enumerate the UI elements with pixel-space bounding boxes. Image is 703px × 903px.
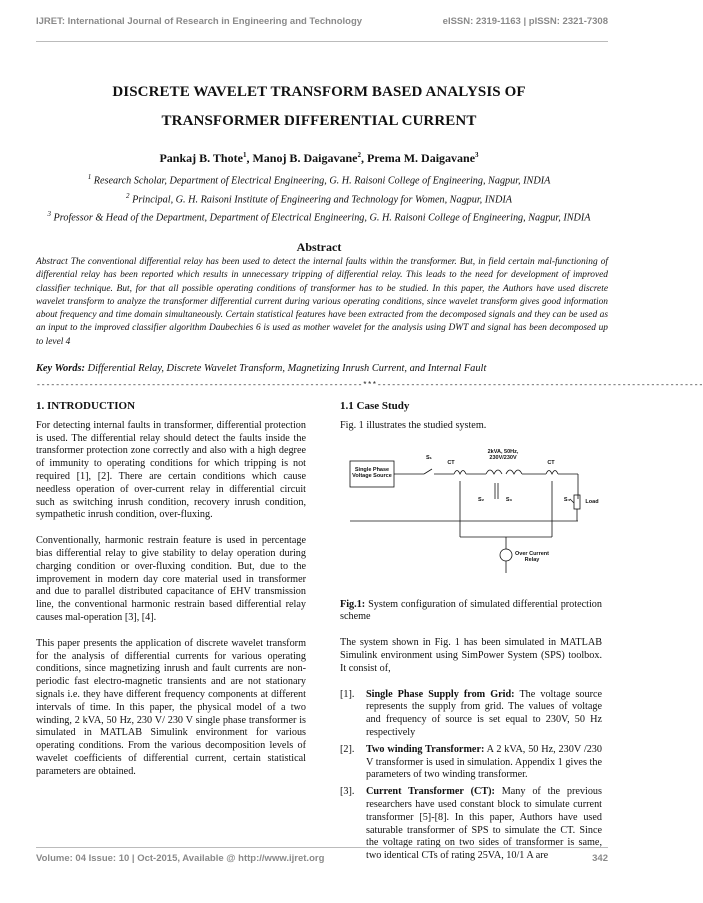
- list-number: [2].: [340, 743, 355, 755]
- page-number: 342: [592, 853, 608, 864]
- ct-right-coil: [546, 470, 558, 474]
- label-transformer-rating: 2kVA, 50Hz, 230V/230V: [487, 448, 519, 462]
- author-1: Pankaj B. Thote: [159, 151, 243, 165]
- figure-1-caption: [340, 599, 602, 625]
- keywords-label: Key Words:: [36, 363, 85, 374]
- label-ct-left: CT: [447, 459, 455, 466]
- xfmr-secondary: [506, 470, 522, 474]
- section-heading-introduction: 1. INTRODUCTION: [36, 400, 136, 412]
- label-load: Load: [585, 498, 599, 505]
- label-s3: S₃: [505, 496, 513, 503]
- author-list: Pankaj B. Thote$^1$, Manoj B. Daigavane$^2$, Prema M. Daigavane$^3$: [159, 151, 479, 165]
- relay-circle: [500, 549, 512, 561]
- affiliation-3: $^3$ Professor & Head of the Department, Department of Electrical Engineering, G. H. Raisoni College of Engineering, Nagpur, INDIA: [47, 210, 591, 224]
- section-separator: --------------------------------------------------------------------***--------------------------------------------------------------------: [36, 381, 703, 390]
- issn: eISSN: 2319-1163 | pISSN: 2321-7308: [442, 15, 608, 27]
- title-line-2: TRANSFORMER DIFFERENTIAL CURRENT: [161, 113, 477, 129]
- affiliations: [40, 170, 598, 226]
- xfmr-primary: [486, 470, 502, 474]
- abstract-heading: Abstract: [296, 240, 342, 254]
- affiliation-2: $^2$ Principal, G. H. Raisoni Institute of Engineering and Technology for Women, Nagpur, INDIA: [126, 191, 512, 205]
- title-line-1: DISCRETE WAVELET TRANSFORM BASED ANALYSIS OF: [112, 84, 526, 100]
- ct-left-coil: [454, 470, 466, 474]
- load-box: [574, 495, 580, 509]
- figure-1-diagram: [340, 439, 602, 589]
- intro-paragraph-3: This paper presents the application of discrete wavelet transform for the analysis of differential currents for various operating conditions, since magnetizing inrush and fault currents are non-periodic fast electro-magnetic transients and are not stationary signals i.e. they have different frequency components at different intervals of time. In this paper, the physical model of a two winding, 2 kVA, 50 Hz, 230 V/ 230 V single phase transformer is simulated in MATLAB Simulink environment for various operating conditions. From the various decomposition levels of wavelet coefficients of differential current, certain statistical parameters are obtained.: [36, 637, 306, 777]
- label-relay: Over Current Relay: [515, 550, 549, 564]
- author-2: Manoj B. Daigavane: [252, 151, 358, 165]
- case-study-paragraph: The system shown in Fig. 1 has been simulated in MATLAB Simulink environment using SimPower System (SPS) toolbox. It consist of,: [340, 637, 602, 674]
- list-item: [2]. Two winding Transformer: A 2 kVA, 50 Hz, 230V /230 V transformer is used in simulation. Appendix 1 gives the parameters of two winding transformer.: [340, 743, 602, 781]
- running-header: [36, 10, 608, 32]
- label-s1: S₁: [426, 454, 432, 461]
- label-s2: S₂: [477, 496, 485, 503]
- author-3: Prema M. Daigavane: [366, 151, 476, 165]
- list-number: [3].: [340, 786, 355, 798]
- intro-paragraph-2: Conventionally, harmonic restrain feature is used in percentage bias differential relay to give stability to delay operation during charging condition or over-fluxing condition. But, due to the improvement in modern day core material used in transformer and due to parallel distributed capacitance of EHV transmission line, the conventional harmonic restrain based differential relay causes mal-operation [3], [4].: [36, 535, 306, 623]
- label-voltage-source: Single Phase Voltage Source: [352, 466, 392, 480]
- caption-label: Fig.1:: [340, 598, 366, 610]
- affiliation-1: $^1$ Research Scholar, Department of Electrical Engineering, G. H. Raisoni College of Engineering, Nagpur, INDIA: [87, 173, 551, 187]
- abstract-text: Abstract The conventional differential relay has been used to detect the internal faults within the transformer. But, in field certain mal-functioning of differential relay has been reported which results in unnecessary tripping of differential relay. This leads to the need for development of improved classifier technique. But, for that all possible operating conditions of transformer has to be studied. In this paper, the Authors have used discrete wavelet transform to analyze the transformer differential current during various operating conditions, since wavelet transform gives good information about frequency and time domain simultaneously. Certain statistical features have been extracted from the decomposed signals and they can be used as an input to the improved classifier algorithm Daubechies 6 is used as mother wavelet for the analysis using DWT and signal has been decomposed up to level 4: [36, 257, 608, 347]
- case-study-intro: Fig. 1 illustrates the studied system.: [340, 419, 487, 431]
- circuit-diagram: [340, 439, 602, 589]
- right-column: [340, 400, 602, 867]
- list-number: [1].: [340, 688, 355, 700]
- keywords: [36, 363, 608, 374]
- paper-title: [40, 78, 598, 136]
- left-column: [36, 400, 306, 792]
- footer-volume-info: Volume: 04 Issue: 10 | Oct-2015, Available @ http://www.ijret.org: [36, 853, 325, 864]
- caption-text: System configuration of simulated differential protection scheme: [340, 598, 602, 623]
- keywords-text: Differential Relay, Discrete Wavelet Transform, Magnetizing Inrush Current, and Internal Fault: [84, 363, 487, 374]
- footer-rule: [36, 847, 608, 848]
- list-item: [3]. Current Transformer (CT): Many of the previous researchers have used constant block to simulate current transformer [5]-[8]. In this paper, Authors have used saturable transformer of SPS to simulate the CT. Since the voltage rating on two sides of transformer is same, two identical CTs of rating 25VA, 10/1 A are: [340, 786, 602, 862]
- label-ct-right: CT: [547, 459, 555, 466]
- label-s4: S₄: [563, 496, 571, 503]
- list-item: [1]. Single Phase Supply from Grid: The voltage source represents the supply from grid. The values of voltage and frequency of source is set equal to 230V, 50 Hz respectively: [340, 688, 602, 738]
- section-heading-case-study: 1.1 Case Study: [340, 400, 410, 412]
- header-rule: [36, 41, 608, 42]
- intro-paragraph-1: For detecting internal faults in transformer, differential protection is used. The differential relay should detect the faults inside the transformer protection zone correctly and also with a high degree of immunity to operating conditions for which tripping is not required [1], [2]. There are certain conditions which cause needless operation of over-current relay in differential circuit such as switching inrush condition, recovery inrush condition, sympathetic inrush condition, over-fluxing.: [36, 419, 306, 521]
- running-footer: [36, 853, 608, 864]
- journal-name: IJRET: International Journal of Research in Engineering and Technology: [36, 15, 363, 27]
